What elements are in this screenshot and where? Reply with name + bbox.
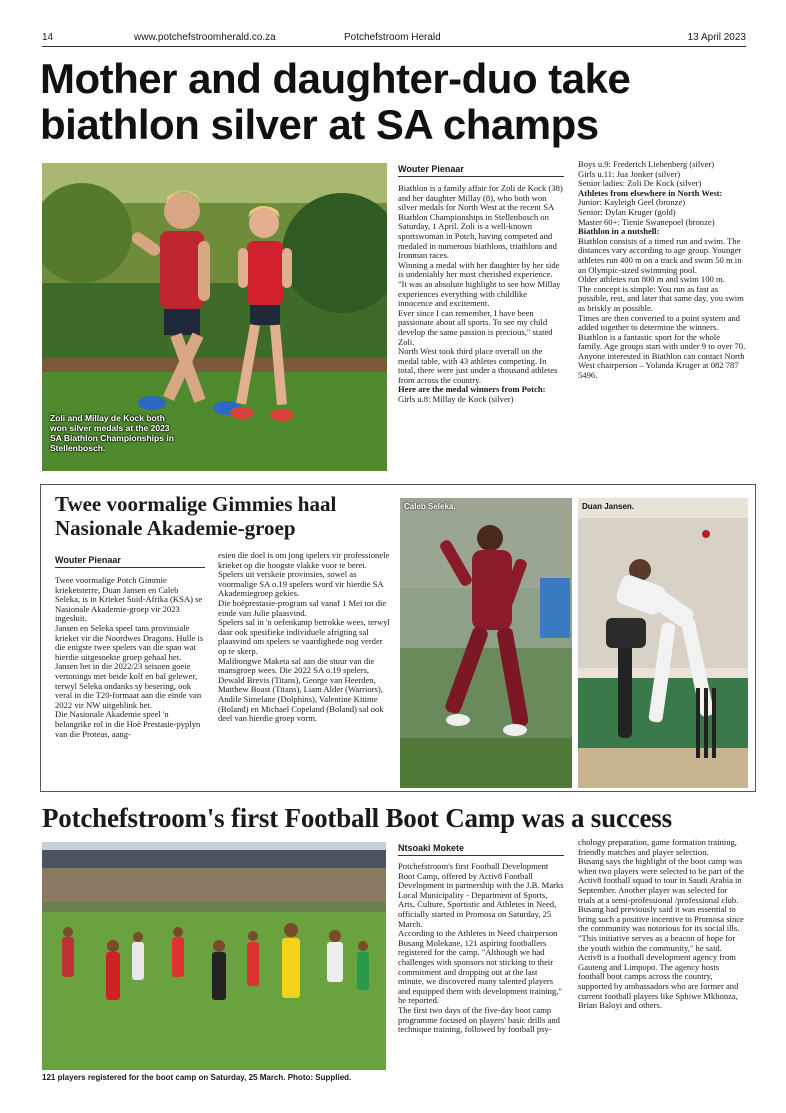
article3-paragraph: According to the Athletes in Need chairperson Busang Molekane, 121 aspiring footballers registered for the camp. "Although we had challenges with sponsors not sticking to their commitment and dropping out at the last minute, we discovered many talented players and equipped them with development training," he reported.	[398, 928, 562, 1006]
duan-jansen-photo	[578, 498, 748, 788]
article3-paragraph: Activ8 is a football development agency from Gauteng and Limpopo. The agency hosts football boot camps across the country, supported by ambassadors who are former and current football players like Sphiwe Mkhonza, Brian Baloyi and others.	[578, 952, 739, 1011]
article1-photo	[42, 163, 387, 471]
medal-winner-line: Girls u.11: Jua Jonker (silver)	[578, 168, 681, 179]
issue-date: 13 April 2023	[687, 32, 746, 43]
article2-paragraph: Die hoëprestasie-program sal vanaf 1 Mei tot die einde van Julie plaasvind.	[218, 597, 387, 618]
cricket-bowler-image	[400, 498, 572, 788]
article3-column1	[398, 862, 564, 1035]
article1-paragraph: Biathlon consists of a timed run and swim. The distances vary according to age group. Younger athletes run 400 m on a track and swim 50 m in an Olympic-sized swimming pool.	[578, 235, 742, 275]
article2-headline: Twee voormalige Gimmies haal Nasionale Akademie-groep	[55, 492, 337, 540]
article1-paragraph: Winning a medal with her daughter by her side is undeniably her most cherished experience.	[398, 259, 560, 280]
medal-winner-line: Senior ladies: Zoli De Kock (silver)	[578, 178, 702, 189]
article3-byline: Ntsoaki Mokete	[398, 843, 564, 856]
article3-paragraph: Busang says the highlight of the boot camp was when two players were selected to be part of the Activ8 football squad to tour in Saudi Arabia in September. Another player was selected for trials at a semi-professional /professional club.	[578, 856, 744, 905]
article1-paragraph: Times are then converted to a point system and added together to determine the winners. Biathlon is a fantastic sport for the whole family. Age groups start with under 9 to over 70.	[578, 312, 746, 352]
article1-paragraph: North West took third place overall on the medal table, with 43 athletes competing. In total, there were just under a thousand athletes from across the country.	[398, 346, 558, 385]
article1-paragraph: Ever since I can remember, I have been passionate about all sports. To see my child develop the same passion is precious," stated Zoli.	[398, 307, 553, 347]
article2-paragraph: Malibongwe Maketa sal aan die stuur van die mansgroep wees. Die 2022 SA o.19 spelers, Dewald Brevis (Titans), George van Heerden, Matthew Boast (Titans), Liam Alder (Warriors), Andile Simelane (Dolphins), Valentine Kitime (Boland) en Michael Copeland (Boland) sal ook deel van hierdie groep vorm.	[218, 655, 384, 724]
article2-paragraph: Spelers sal in 'n oefenkamp betrokke wees, terwyl daar ook spesifieke individuele afrigting sal plaasvind om spelers se vaardighede nog verder op te skerp.	[218, 617, 390, 656]
page-header	[42, 30, 746, 47]
article1-headline: Mother and daughter-duo take biathlon silver at SA champs	[40, 55, 631, 148]
page-number: 14	[42, 32, 54, 43]
article2-paragraph: esien die doel is om jong spelers vir professionele krieket op die hoogste vlakke voor te berei.	[218, 550, 390, 570]
article1-subhead-nutshell: Biathlon in a nutshell:	[578, 226, 660, 237]
cricket-batsman-image	[578, 498, 748, 788]
caleb-seleka-photo	[400, 498, 572, 788]
photo-label-duan: Duan Jansen.	[582, 502, 635, 511]
article1-photo-caption: Zoli and Millay de Kock both won silver medals at the 2023 SA Biathlon Championships in Stellenbosch.	[50, 413, 174, 453]
article2-paragraph: Jansen het in die 2022/23 seisoen goeie vertonings met beide kolf en bal gelewer, terwyl Seleka ondanks sy besering, ook veral in die T20-formaat aan die einde van 2022 vir NW uitgeblink het.	[55, 661, 202, 710]
article2-column2	[218, 551, 390, 724]
website-url[interactable]: www.potchefstroomherald.co.za	[134, 32, 276, 43]
article3-paragraph: The first two days of the five-day boot camp programme focused on players' basic drills and technique training, followed by football psy-	[398, 1004, 560, 1035]
article2-paragraph: Twee voormalige Potch Gimmie krieketsterre, Duan Jansen en Caleb Seleka, is in Krieket Suid-Afrika (KSA) se Nasionale Akademie-groep vir 2023 ingesluit.	[55, 575, 203, 624]
article1-paragraph: "It was an absolute highlight to see how Millay experiences everything with childlike innocence and excitement.	[398, 278, 561, 309]
article3-column2	[578, 838, 746, 1011]
article1-paragraph: Girls u.8: Millay de Kock (silver)	[398, 394, 514, 405]
article2-paragraph: Jansen en Seleka speel tans provinsiale krieket vir die Noordwes Dragons. Hulle is die enigste twee spelers van die span wat hierdie uitgesoekte groep gehaal het.	[55, 622, 204, 662]
article3-headline: Potchefstroom's first Football Boot Camp was a success	[42, 803, 672, 833]
article2-paragraph: Die Nasionale Akademie speel 'n belangrike rol in die Hoë Prestasie-pyplyn van die Proteas, aang-	[55, 709, 201, 739]
publication-name: Potchefstroom Herald	[344, 32, 441, 43]
article3-photo-caption: 121 players registered for the boot camp on Saturday, 25 March. Photo: Supplied.	[42, 1073, 352, 1082]
article1-subhead-winners: Here are the medal winners from Potch:	[398, 384, 546, 395]
article1-paragraph: The concept is simple: You run as fast as possible, rest, and later that same day, you swim as briskly as possible.	[578, 283, 744, 313]
article1-subhead-northwest: Athletes from elsewhere in North West:	[578, 187, 723, 198]
article3-paragraph: chology preparation, game formation training, friendly matches and player selection.	[578, 837, 737, 857]
article3-photo	[42, 842, 386, 1070]
article2-paragraph: Spelers uit verskeie provinsies, sowel as voormalige SA o.19 spelers word vir hierdie SA Akademiegroep gekies.	[218, 569, 384, 599]
football-bootcamp-image	[42, 842, 386, 1070]
article3-paragraph: Potchefstroom's first Football Development Boot Camp, offered by Activ8 Football Development in partnership with the J.B. Marks Local Municipality - Department of Sports, Arts, Culture, Sportistic and Athletes in Need, officially started in Promosa on Saturday, 25 March.	[398, 861, 564, 929]
article1-paragraph: Older athletes run 800 m and swim 100 m.	[578, 274, 725, 285]
article3-paragraph: Busang had previously said it was essential to bring such a positive incentive to Promosa since the community was notorious for its social ills. "This initiative serves as a beacon of hope for the youth within the community," he said.	[578, 904, 744, 953]
photo-label-caleb: Caleb Seleka.	[404, 502, 456, 511]
article1-column1	[398, 184, 564, 405]
medal-winner-line: Master 60+: Tienie Swanepoel (bronze)	[578, 216, 715, 227]
article1-column2	[578, 160, 746, 381]
article1-paragraph: Biathlon is a family affair for Zoli de Kock (38) and her daughter Millay (8), who both won silver medals for North West at the recent SA Biathlon Championships in Stellenbosch on Saturday, 1 April. Zoli is a well-known sportswoman in Potch, having competed and medaled in numerous biathlons, triathlons and Ironman races.	[398, 183, 563, 261]
medal-winner-line: Junior: Kayleigh Geel (bronze)	[578, 197, 686, 208]
medal-winner-line: Boys u.9: Frederich Liebenberg (silver)	[578, 159, 715, 169]
article2-column1	[55, 576, 205, 739]
medal-winner-line: Senior: Dylan Kruger (gold)	[578, 206, 676, 217]
article2-byline: Wouter Pienaar	[55, 555, 205, 568]
article1-paragraph: Anyone interested in Biathlon can contact North West chairperson – Yolanda Kruger at 082 787 5496.	[578, 350, 745, 381]
article1-byline: Wouter Pienaar	[398, 164, 564, 177]
